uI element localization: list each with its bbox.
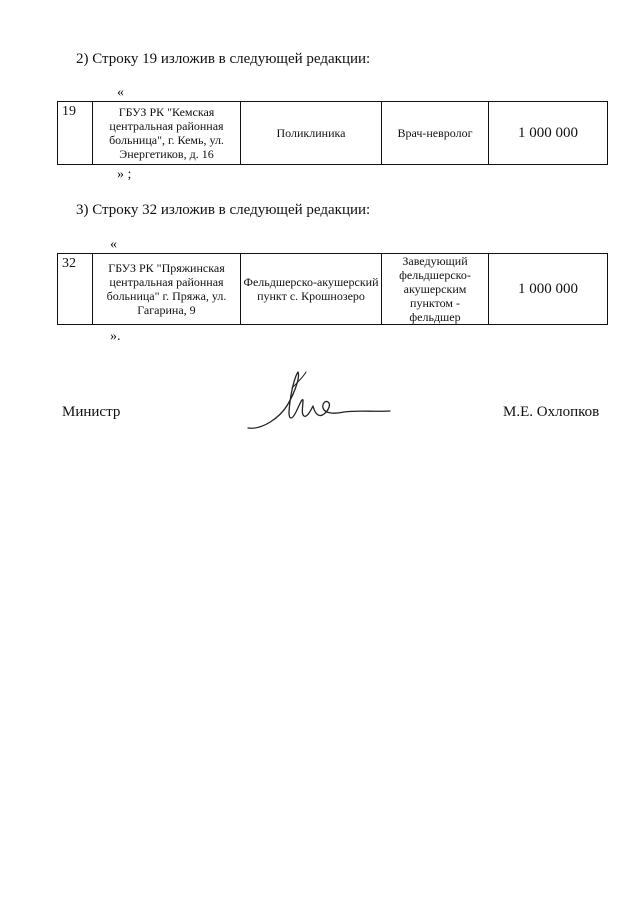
amount-cell: 1 000 000 [489, 254, 608, 325]
institution-cell: ГБУЗ РК "Кемская центральная районная больница", г. Кемь, ул. Энергетиков, д. 16 [93, 102, 241, 165]
signer-title: Министр [62, 404, 121, 420]
position-cell: Врач-невролог [382, 102, 489, 165]
item-3-close-quote: ». [110, 329, 121, 344]
institution-cell: ГБУЗ РК "Пряжинская центральная районная больница" г. Пряжа, ул. Гагарина, 9 [93, 254, 241, 325]
item-2-open-quote: « [117, 85, 124, 100]
table-row [58, 102, 608, 165]
row-number: 32 [58, 254, 93, 325]
item-2-text: 2) Строку 19 изложив в следующей редакции: [76, 51, 371, 67]
amount-cell: 1 000 000 [489, 102, 608, 165]
row-number: 19 [58, 102, 93, 165]
table-row [58, 254, 608, 325]
item-2-close-quote: » ; [117, 167, 132, 182]
signer-name: М.Е. Охлопков [503, 404, 600, 420]
position-cell: Заведующий фельдшерско-акушерским пунктом - фельдшер [382, 254, 489, 325]
unit-cell: Фельдшерско-акушерский пункт с. Крошнозеро [241, 254, 382, 325]
item-3-table [57, 253, 608, 325]
item-3-text: 3) Строку 32 изложив в следующей редакции: [76, 202, 371, 218]
unit-cell: Поликлиника [241, 102, 382, 165]
handwritten-signature [240, 368, 395, 438]
item-3-open-quote: « [110, 237, 117, 252]
item-2-table [57, 101, 608, 165]
